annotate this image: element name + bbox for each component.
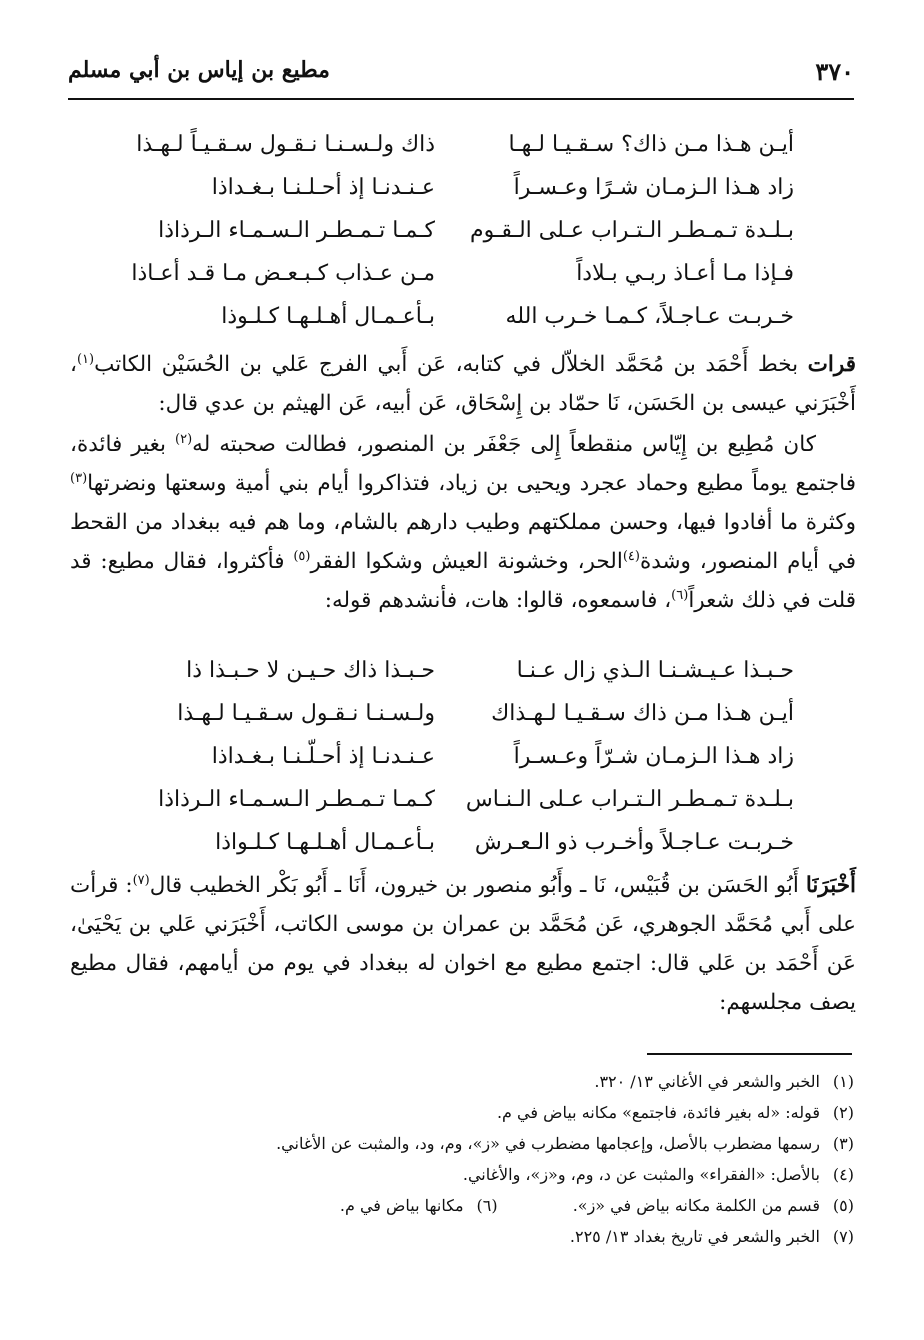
running-header: [68, 55, 854, 95]
verse-second-hemistich: مـن عـذاب كـبـعـض مـا قـد أعـاذا: [131, 261, 435, 286]
footnote-ref: (٢): [175, 431, 193, 447]
footnote: [70, 1097, 854, 1128]
verse-first-hemistich: زاد هـذا الـزمـان شـرًا وعـسـراً: [513, 175, 794, 200]
prose-block-2: [70, 866, 856, 1022]
paragraph-text: ، أَخْبَرَني عيسى بن الحَسَن، نَا حمّاد بن إِسْحَاق، عَن أبيه، عَن الهيثم بن عدي قال:: [70, 352, 856, 416]
footnote-number: (٦): [476, 1196, 498, 1215]
footnote-ref: (١): [76, 351, 95, 367]
paragraph-text: أَبُو الحَسَن بن قُبَيْس، نَا ـ وأَبُو منصور بن خيرون، أَنَا ـ أَبُو بَكْر الخطيب قال: [149, 873, 806, 898]
verse-first-hemistich: خـربـت عـاجـلاً وأخـرب ذو الـعـرش: [474, 830, 794, 855]
verse-first-hemistich: خـربـت عـاجـلاً، كـمـا خـرب الله: [505, 304, 794, 329]
verse-second-hemistich: ذاك ولـسـنـا نـقـول سـقـيـاً لـهـذا: [136, 132, 435, 157]
verse: [131, 261, 794, 304]
paragraph-text: الحر، وخشونة العيش وشكوا الفقر: [310, 549, 623, 574]
verse: [135, 175, 794, 218]
poem-2: [135, 658, 794, 873]
verse-first-hemistich: بـلـدة تـمـطـر الـتـراب عـلى الـنـاس: [465, 787, 794, 812]
verse-first-hemistich: أيـن هـذا مـن ذاك؟ سـقـيـا لـهـا: [508, 132, 794, 157]
footnote: [70, 1190, 854, 1221]
footnote-ref: (٥): [293, 548, 311, 564]
verse-second-hemistich: عـنـدنـا إذ أحـلـنـا بـغـداذا: [211, 175, 435, 200]
lead-word: قرات: [807, 352, 856, 377]
paragraph-isnad-1: [70, 345, 856, 423]
footnote-text: الخبر والشعر في الأغاني ١٣/ ٣٢٠.: [594, 1072, 820, 1091]
prose-block-1: [70, 345, 856, 620]
running-title: مطيع بن إياس بن أبي مسلم: [68, 57, 330, 83]
footnote-number: (٧): [832, 1227, 854, 1246]
verse-second-hemistich: بـأعـمـال أهـلـهـا كـلـوذا: [221, 304, 435, 329]
footnote-text: بالأصل: «الفقراء» والمثبت عن د، وم، و«ز»، والأغاني.: [462, 1165, 820, 1184]
verse: [135, 218, 794, 261]
verse: [135, 744, 794, 787]
footnote-rule: [647, 1053, 852, 1055]
paragraph-text: بخط أَحْمَد بن مُحَمَّد الخلاّل في كتابه، عَن أَبي الفرج عَلي بن الحُسَيْن الكاتب: [94, 352, 799, 377]
footnote-ref: (٦): [671, 587, 689, 603]
verse-second-hemistich: كـمـا تـمـطـر الـسـمـاء الـرذاذا: [158, 787, 435, 812]
footnote-text: رسمها مضطرب بالأصل، وإعجامها مضطرب في «ز»، وم، ود، والمثبت عن الأغاني.: [276, 1134, 820, 1153]
lead-word: أَخْبَرَنَا: [805, 873, 856, 898]
footnote: [70, 1221, 854, 1252]
verse-second-hemistich: ولـسـنـا نـقـول سـقـيـا لـهـذا: [177, 701, 435, 726]
verse-first-hemistich: فـإذا مـا أعـاذ ربـي بـلاداً: [576, 261, 794, 286]
page-number: ٣٧٠: [815, 57, 854, 86]
verse-second-hemistich: حـبـذا ذاك حـيـن لا حـبـذا ذا: [186, 658, 435, 683]
paragraph-narrative: [70, 425, 856, 620]
verse-first-hemistich: زاد هـذا الـزمـان شـرّاً وعـسـراً: [513, 744, 794, 769]
verse-second-hemistich: كـمـا تـمـطـر الـسـمـاء الـرذاذا: [158, 218, 435, 243]
verse: [135, 701, 794, 744]
paragraph-text: كان مُطِيع بن إِيّاس منقطعاً إِلى جَعْفَر بن المنصور، فطالت صحبته له: [192, 432, 816, 457]
footnote-inline: [340, 1196, 498, 1215]
footnote-number: (٣): [832, 1134, 854, 1153]
paragraph-text: فأكثروا، فقال مطيع: قد قلت في ذلك شعراً: [70, 549, 856, 613]
footnote-number: (١): [832, 1072, 854, 1091]
footnote-number: (٢): [832, 1103, 854, 1122]
paragraph-text: بغير فائدة، فاجتمع يوماً مطيع وحماد عجرد ويحيى بن زياد، فتذاكروا أيام بني أمية وسعتها ونضرتها: [70, 432, 856, 496]
footnote-number: (٥): [832, 1196, 854, 1215]
verse: [135, 132, 794, 175]
paragraph-text: ، فاسمعوه، قالوا: هات، فأنشدهم قوله:: [324, 588, 672, 613]
paragraph-isnad-2: [70, 866, 856, 1022]
header-rule: [68, 98, 854, 100]
footnote-ref: (٧): [132, 872, 150, 888]
footnote: [70, 1128, 854, 1159]
footnote: [70, 1159, 854, 1190]
footnote: [70, 1066, 854, 1097]
footnote-text: قوله: «له بغير فائدة، فاجتمع» مكانه بياض في م.: [496, 1103, 820, 1122]
footnote-ref: (٣): [70, 470, 88, 486]
verse-first-hemistich: حـبـذا عـيـشـنـا الـذي زال عـنـا: [516, 658, 794, 683]
footnote-number: (٤): [832, 1165, 854, 1184]
verse-first-hemistich: بـلـدة تـمـطـر الـتـراب عـلى الـقـوم: [469, 218, 794, 243]
verse: [135, 658, 794, 701]
verse: [135, 304, 794, 347]
paragraph-text: وكثرة ما أفادوا فيها، وحسن مملكتهم وطيب دارهم بالشام، وما هم فيه ببغداد من القحط في أيام المنصور، وشدة: [70, 510, 856, 574]
footnote-ref: (٤): [622, 548, 640, 564]
footnote-text: قسم من الكلمة مكانه بياض في «ز».: [572, 1196, 820, 1215]
paragraph-text: : قرأت على أَبي مُحَمَّد الجوهري، عَن مُحَمَّد بن عمران بن موسى الكاتب، أَخْبَرَني عَلي بن يَحْيَىٰ، عَن أَحْمَد بن عَلي قال: اجتمع مطيع مع اخوان له ببغداد في يوم من أيامهم، فقال مطيع يصف مجلسهم:: [70, 873, 856, 1015]
footnotes: [70, 1066, 854, 1252]
poem-1: [131, 132, 794, 347]
verse-second-hemistich: بـأعـمـال أهـلـهـا كـلـواذا: [215, 830, 435, 855]
footnote-text: مكانها بياض في م.: [339, 1196, 464, 1215]
footnote-text: الخبر والشعر في تاريخ بغداد ١٣/ ٢٢٥.: [569, 1227, 820, 1246]
verse-second-hemistich: عـنـدنـا إذ أحـلّـنـا بـغـداذا: [211, 744, 435, 769]
verse-first-hemistich: أيـن هـذا مـن ذاك سـقـيـا لـهـذاك: [491, 701, 794, 726]
verse: [135, 787, 794, 830]
